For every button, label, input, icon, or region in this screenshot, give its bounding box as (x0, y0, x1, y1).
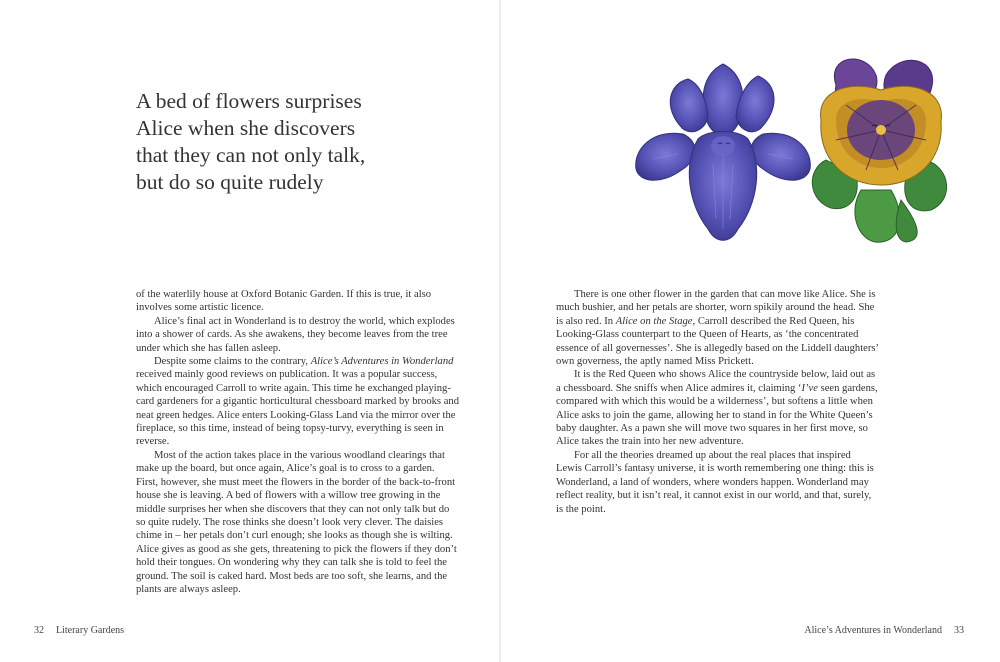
pull-quote-line: A bed of flowers surprises (136, 89, 362, 113)
paragraph-text: , Carroll described the Red Queen, his Looking-Glass counterpart to the Queen of Hearts, as ‘the concentrated essence of all governesses’. She is allegedly based on the Liddell daughters’ own governess, the aptly named Miss Prickett. (556, 315, 879, 368)
paragraph: Most of the action takes place in the various woodland clearings that make up the board, but once again, Alice’s goal is to cross to a garden. First, however, she must meet the flowers in the border of the back-to-front house she is leaving. A bed of flowers with a willow tree growing in the middle surprises her when she discovers that they can not only talk but do so quite rudely. The rose thinks she doesn’t look very clever. The daisies chime in – her petals don’t curl enough; she looks as though she is wilting. Alice gives as good as she gets, threatening to pick the flowers if they don’t hold their tongues. On wondering why they can talk she is told to feel the ground. The soil is caked hard. Most beds are too soft, she learns, and the plants are always asleep. (136, 449, 457, 595)
pull-quote-line: but do so quite rudely (136, 170, 324, 194)
page-number: 33 (954, 625, 964, 636)
running-head: Literary Gardens (56, 625, 125, 636)
pull-quote (136, 88, 476, 196)
emphasis: I’ve (801, 382, 818, 394)
paragraph-text: Despite some claims to the contrary, (154, 356, 311, 368)
left-column-text (136, 288, 459, 596)
left-page-footer (34, 625, 124, 636)
paragraph-text: received mainly good reviews on publication. It was a popular success, which encouraged Carroll to write again. This time he exchanged playing-card gardeners for a gigantic horticultural chessboard marked by brooks and neat green hedges. Alice enters Looking-Glass Land via the mirror over the fireplace, so this time, instead of being topsy-turvy, everything is seen in reverse. (136, 369, 459, 448)
pull-quote-line: that they can not only talk, (136, 143, 366, 167)
paragraph (136, 355, 459, 449)
paragraph-text: It is the Red Queen who shows Alice the countryside below, laid out as a chessboard. She sniffs when Alice admires it, claiming ‘ (556, 369, 876, 394)
paragraph (556, 368, 879, 448)
paragraph (556, 288, 879, 368)
page-number: 32 (34, 625, 44, 636)
paragraph: of the waterlily house at Oxford Botanic Garden. If this is true, it also involves some artistic licence. (136, 289, 432, 314)
pull-quote-line: Alice when she discovers (136, 116, 356, 140)
iris-flower-icon (628, 54, 818, 264)
book-title: Alice on the Stage (615, 315, 693, 327)
paragraph: Alice’s final act in Wonderland is to destroy the world, which explodes into a shower of cards. As she awakens, they become leaves from the tree under which she has fallen asleep. (136, 315, 455, 354)
right-column-text (556, 288, 879, 516)
running-head: Alice’s Adventures in Wonderland (804, 625, 942, 636)
paragraph-text: seen gardens, compared with which this would be a wilderness’, but softens a little when Alice asks to join the game, allowing her to stand in for the White Queen’s baby daughter. As a pawn she will move two squares in her first move, so Alice takes the train into her new adventure. (556, 382, 878, 448)
gutter (499, 0, 501, 662)
pansy-flower-icon (806, 50, 956, 246)
pansy-flower-illustration (806, 50, 956, 246)
right-page-footer (804, 625, 964, 636)
paragraph-text: There is one other flower in the garden that can move like Alice. She is much bushier, and her petals are shorter, worn spikily around the head. She is also red. In (556, 289, 876, 327)
book-title: Alice’s Adventures in Wonderland (310, 356, 454, 368)
paragraph: For all the theories dreamed up about the real places that inspired Lewis Carroll’s fantasy universe, it is worth remembering one thing: this is Wonderland, a land of wonders, where wonders happen. Wonderland may reflect reality, but it isn’t real, it cannot exist in our world, and that, surely, is the point. (556, 449, 874, 515)
iris-flower-illustration (628, 54, 818, 264)
